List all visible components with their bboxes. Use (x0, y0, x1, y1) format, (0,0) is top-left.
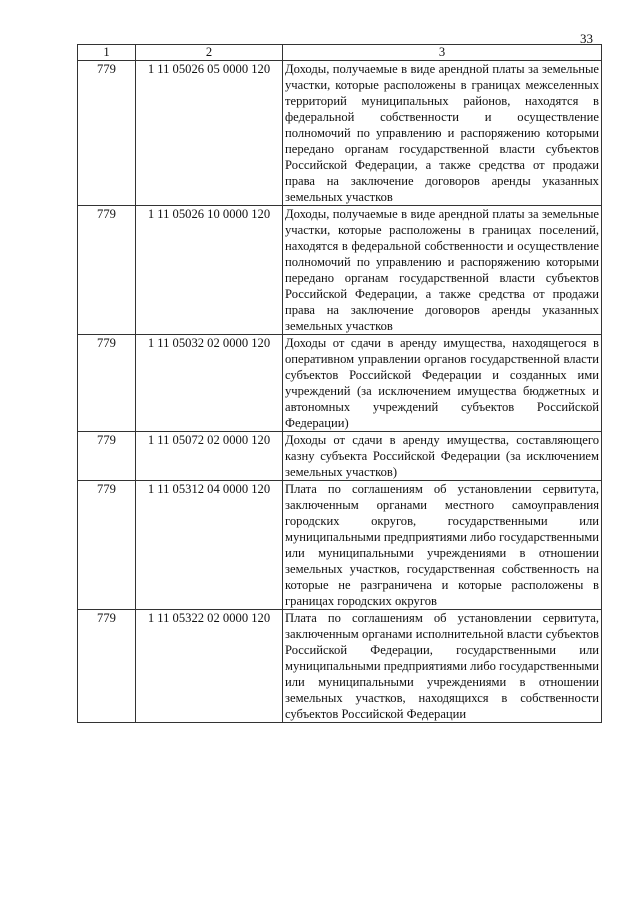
description-text-line: государственными или муниципальными (285, 514, 599, 544)
description-text-line: муниципальными предприятиями либо (285, 659, 496, 673)
description-text-line: предприятиями либо государственными или (285, 530, 599, 560)
admin-code-cell: 779 (78, 206, 136, 335)
description-text-line: федеральной собственности и осуществление (285, 110, 599, 124)
budget-code-cell: 1 11 05026 10 0000 120 (136, 206, 283, 335)
admin-code-cell: 779 (78, 481, 136, 610)
description-cell (283, 432, 602, 481)
budget-code-cell: 1 11 05312 04 0000 120 (136, 481, 283, 610)
budget-codes-table (77, 44, 602, 723)
table-row (78, 61, 602, 206)
description-text-line: договоров аренды указанных земельных участков (285, 174, 599, 204)
admin-code-cell: 779 (78, 61, 136, 206)
page-number: 33 (580, 31, 593, 46)
description-text-line: Федерации, государственными или (370, 643, 599, 657)
description-text-line: государственной власти субъектов Российской (285, 352, 599, 382)
table-row (78, 481, 602, 610)
description-text-line: государственными или муниципальными (285, 659, 599, 689)
description-text-line: собственность на которые не разграничена и (285, 562, 599, 592)
budget-code-cell: 1 11 05032 02 0000 120 (136, 335, 283, 432)
description-text-line: сервитута, заключенным органами (285, 611, 599, 641)
description-text-line: продажи права на заключение договоров аренды (285, 287, 599, 317)
description-text-line: исполнительной власти субъектов Российской (285, 627, 599, 657)
description-text-line: средства от продажи права на заключение (285, 158, 599, 188)
admin-code-cell: 779 (78, 432, 136, 481)
description-cell (283, 61, 602, 206)
description-text-line: границах поселений, находятся в федеральной (285, 223, 599, 253)
description-text-line: сервитута, заключенным органами местного (285, 482, 599, 512)
description-text-line: автономных учреждений субъектов Российской (285, 400, 599, 414)
description-text-line: земельных участков, государственная (285, 562, 495, 576)
description-text-line: границах межселенных территорий (285, 78, 599, 108)
description-text-line: власти субъектов Российской Федерации, а также (285, 142, 599, 172)
description-text-line: Доходы от сдачи в аренду имущества, (285, 433, 510, 447)
description-text-line: органам государственной власти субъектов (344, 271, 599, 285)
table-row (78, 335, 602, 432)
table-body (78, 61, 602, 723)
description-cell (283, 206, 602, 335)
description-cell (283, 335, 602, 432)
description-text-line: собственности и осуществление полномочий по (285, 239, 600, 269)
table-row (78, 206, 602, 335)
description-text-line: Федерации (за исключением земельных участков) (285, 449, 599, 479)
admin-code-cell: 779 (78, 610, 136, 723)
description-cell (283, 481, 602, 610)
description-text-line: составляющего казну субъекта Российской (285, 433, 599, 463)
description-text-line: которые расположены в границах городских (285, 578, 599, 608)
description-text-line: находящегося в оперативном управлении органов (285, 336, 599, 366)
description-text-line: находящихся в собственности субъектов (285, 691, 599, 721)
description-text-line: самоуправления городских округов, (285, 498, 599, 528)
description-text-line: земельные участки, которые расположены в (285, 62, 599, 92)
budget-code-cell: 1 11 05026 05 0000 120 (136, 61, 283, 206)
description-text-line: Доходы, получаемые в виде арендной платы за (285, 207, 539, 221)
table-row (78, 610, 602, 723)
description-text-line: Доходы от сдачи в аренду имущества, (285, 336, 506, 350)
description-text-line: Плата по соглашениям об установлении (285, 611, 532, 625)
description-text-line: Доходы, получаемые в виде арендной платы за (285, 62, 539, 76)
description-text-line: Плата по соглашениям об установлении (285, 482, 532, 496)
description-text-line: управлению и распоряжению которыми передано (285, 255, 600, 285)
description-text-line: исключением имущества бюджетных и (378, 384, 599, 398)
header-col-3: 3 (283, 45, 602, 61)
description-cell (283, 610, 602, 723)
header-col-1: 1 (78, 45, 136, 61)
table-header-row (78, 45, 602, 61)
description-text-line: указанных земельных участков (285, 303, 599, 333)
description-text-line: Федерации и созданных ими учреждений (за (285, 368, 599, 398)
description-text-line: округов (395, 594, 437, 608)
description-text-line: муниципальными учреждениями в отношении (318, 546, 599, 560)
budget-code-cell: 1 11 05322 02 0000 120 (136, 610, 283, 723)
table-row (78, 432, 602, 481)
description-text-line: которыми передано органам государственной (285, 126, 600, 156)
admin-code-cell: 779 (78, 335, 136, 432)
budget-code-cell: 1 11 05072 02 0000 120 (136, 432, 283, 481)
description-text-line: полномочий по управлению и распоряжению (285, 126, 541, 140)
header-col-2: 2 (136, 45, 283, 61)
description-text-line: земельные участки, которые расположены в (285, 207, 599, 237)
description-text-line: учреждениями в отношении земельных участков, (285, 675, 599, 705)
description-text-line: Российской Федерации (341, 707, 467, 721)
description-text-line: муниципальных районов, находятся в (361, 94, 599, 108)
description-text-line: Федерации) (285, 416, 349, 430)
description-text-line: Российской Федерации, а также средства от (285, 287, 545, 301)
